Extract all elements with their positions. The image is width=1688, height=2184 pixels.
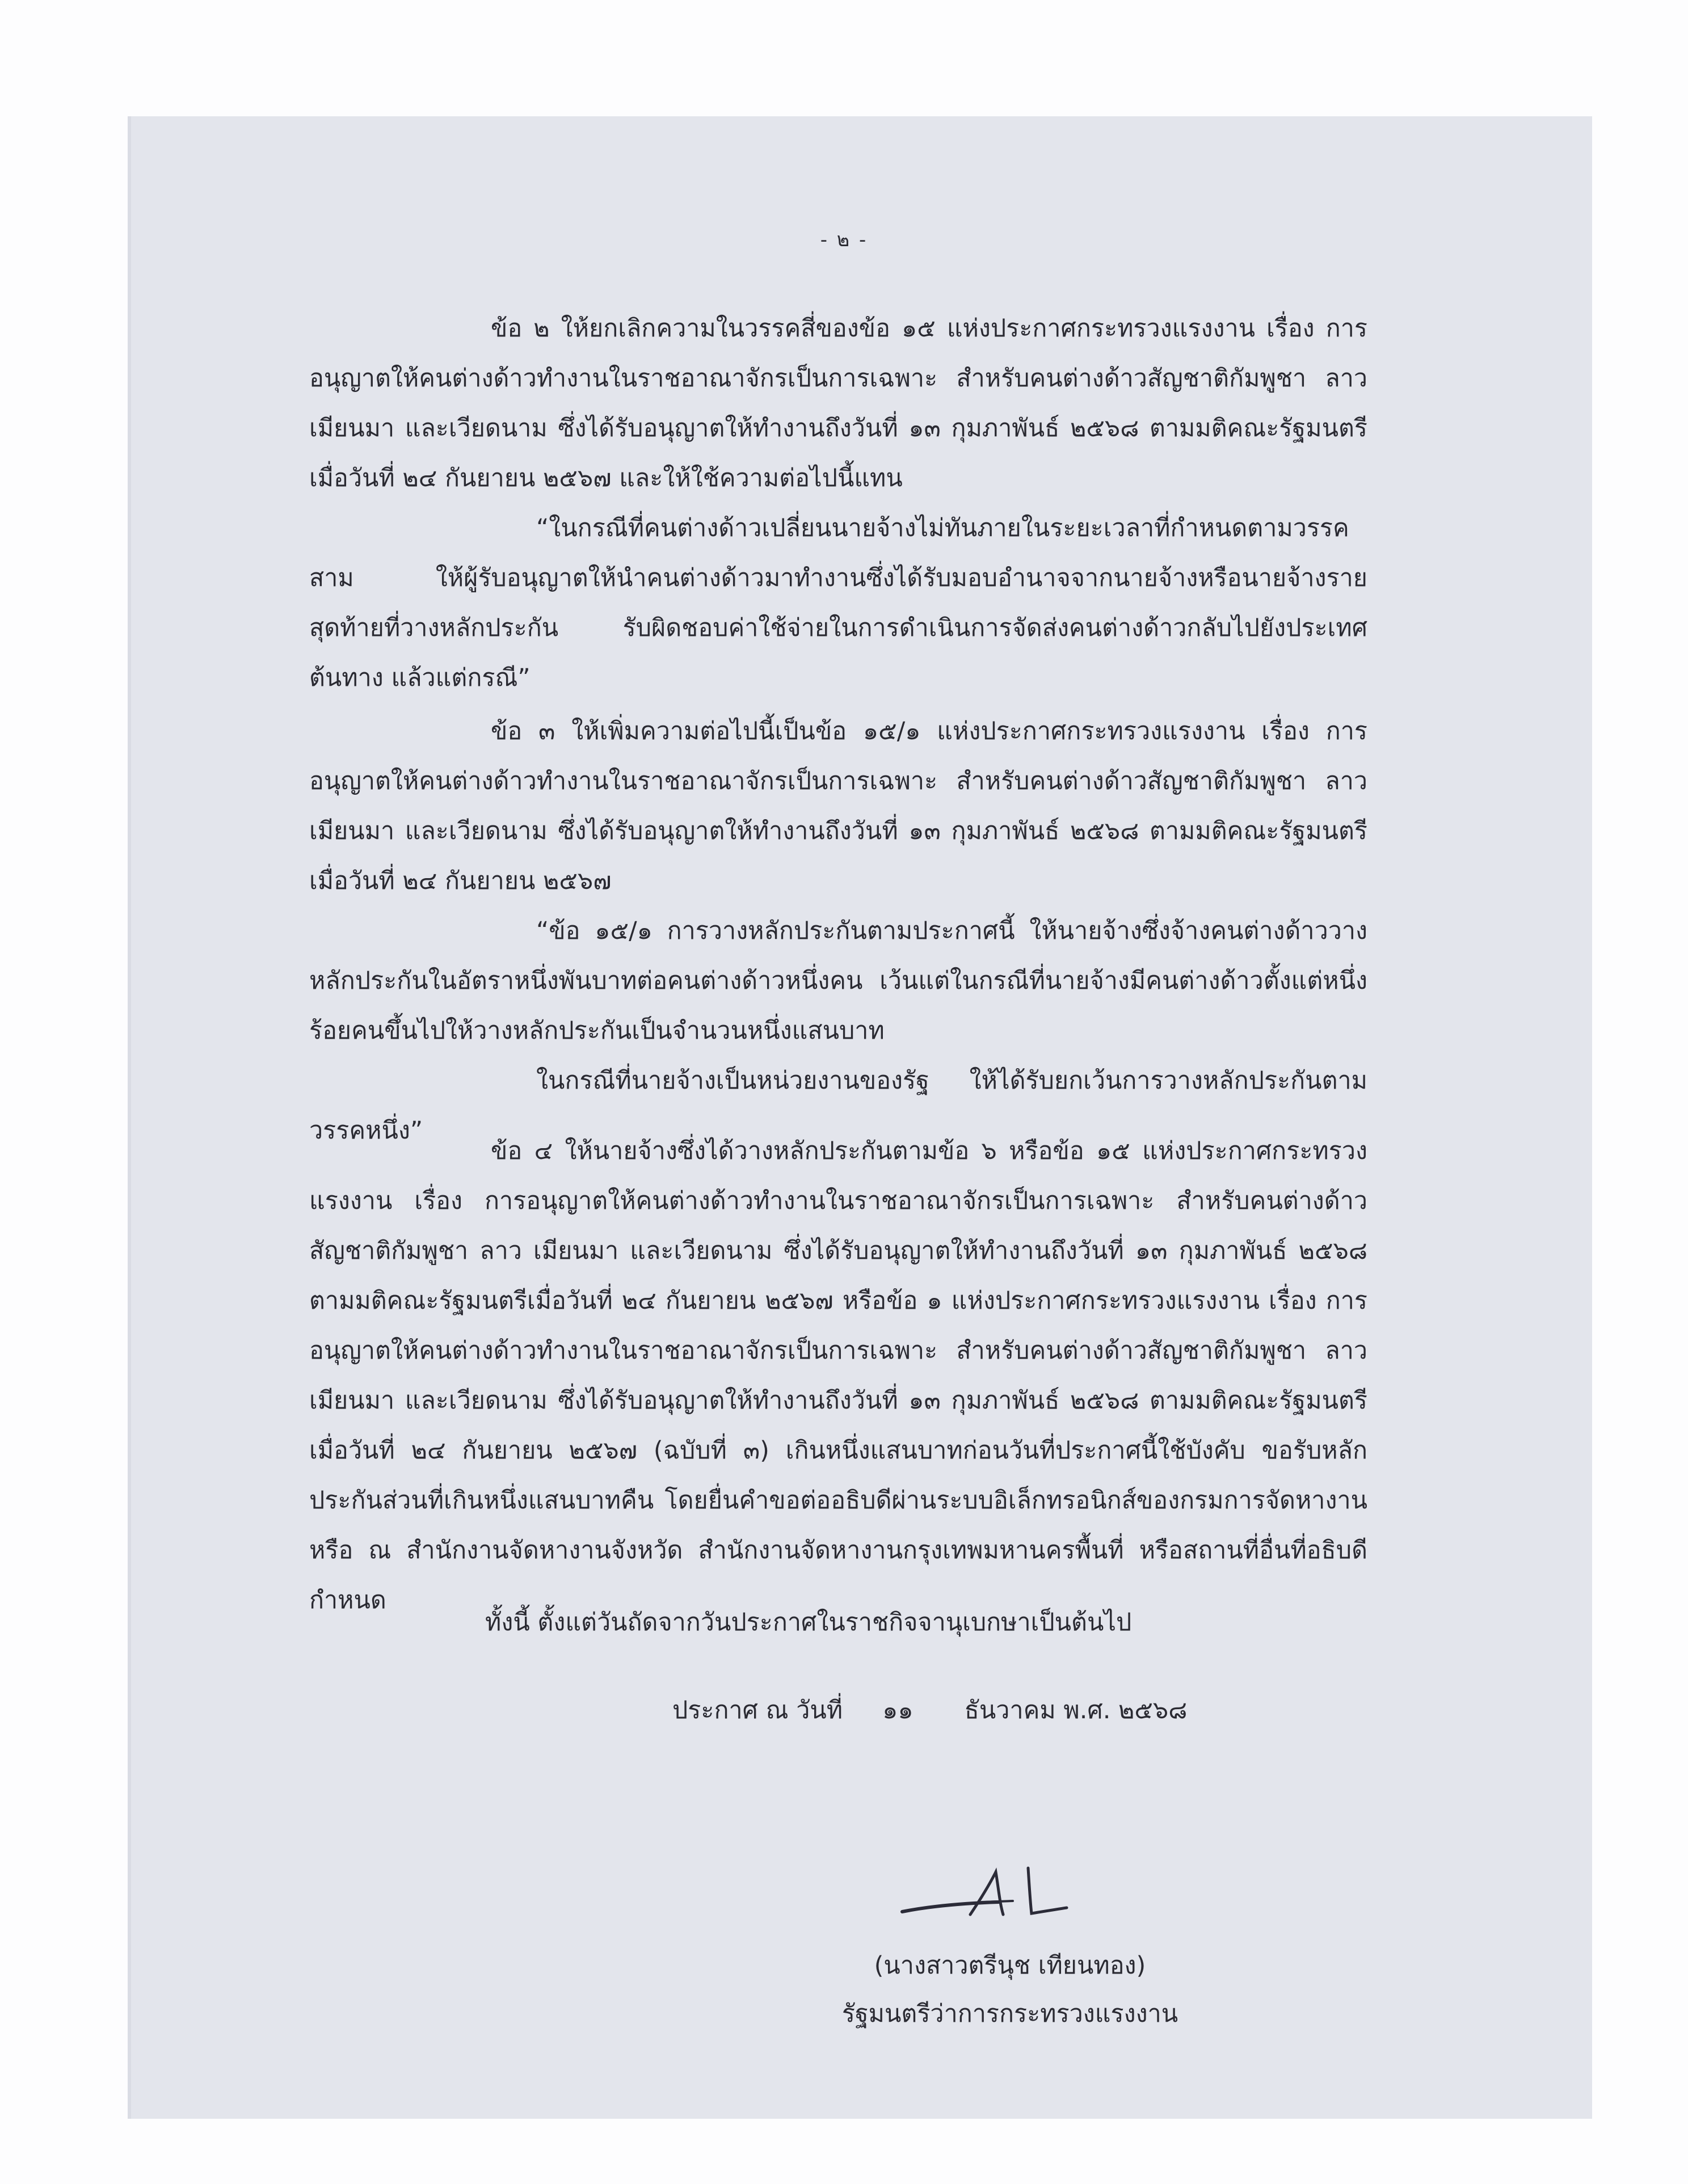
clause-2-main: ข้อ ๒ ให้ยกเลิกความในวรรคสี่ของข้อ ๑๕ แห่งประกาศกระทรวงแรงงาน เรื่อง การอนุญาตให้คนต่างด้าวทำงานในราชอาณาจักรเป็นการเฉพาะ สำหรับคนต่างด้าวสัญชาติกัมพูชา ลาว เมียนมา และเวียดนาม ซึ่งได้รับอนุญาตให้ทำงานถึงวันที่ ๑๓ กุมภาพันธ์ ๒๕๖๘ ตามมติคณะรัฐมนตรีเมื่อวันที่ ๒๔ กันยายน ๒๕๖๗ และให้ใช้ความต่อไปนี้แทน <box>309 314 1367 492</box>
signer-name: (นางสาวตรีนุช เทียนทอง) <box>874 1951 1146 1980</box>
handwritten-signature <box>896 1858 1078 1932</box>
clause-4-main: ข้อ ๔ ให้นายจ้างซึ่งได้วางหลักประกันตามข้อ ๖ หรือข้อ ๑๕ แห่งประกาศกระทรวงแรงงาน เรื่อง การอนุญาตให้คนต่างด้าวทำงานในราชอาณาจักรเป็นการเฉพาะ สำหรับคนต่างด้าวสัญชาติกัมพูชา ลาว เมียนมา และเวียดนาม ซึ่งได้รับอนุญาตให้ทำงานถึงวันที่ ๑๓ กุมภาพันธ์ ๒๕๖๘ ตามมติคณะรัฐมนตรีเมื่อวันที่ ๒๔ กันยายน ๒๕๖๗ หรือข้อ ๑ แห่งประกาศกระทรวงแรงงาน เรื่อง การอนุญาตให้คนต่างด้าวทำงานในราชอาณาจักรเป็นการเฉพาะ สำหรับคนต่างด้าวสัญชาติกัมพูชา ลาว เมียนมา และเวียดนาม ซึ่งได้รับอนุญาตให้ทำงานถึงวันที่ ๑๓ กุมภาพันธ์ ๒๕๖๘ ตามมติคณะรัฐมนตรีเมื่อวันที่ ๒๔ กันยายน ๒๕๖๗ (ฉบับที่ ๓) เกินหนึ่งแสนบาทก่อนวันที่ประกาศนี้ใช้บังคับ ขอรับหลักประกันส่วนที่เกินหนึ่งแสนบาทคืน โดยยื่นคำขอต่ออธิบดีผ่านระบบอิเล็กทรอนิกส์ของกรมการจัดหางาน หรือ ณ สำนักงานจัดหางานจังหวัด สำนักงานจัดหางานกรุงเทพมหานครพื้นที่ หรือสถานที่อื่นที่อธิบดีกำหนด <box>309 1137 1367 1614</box>
clause-3-main: ข้อ ๓ ให้เพิ่มความต่อไปนี้เป็นข้อ ๑๕/๑ แห่งประกาศกระทรวงแรงงาน เรื่อง การอนุญาตให้คนต่างด้าวทำงานในราชอาณาจักรเป็นการเฉพาะ สำหรับคนต่างด้าวสัญชาติกัมพูชา ลาว เมียนมา และเวียดนาม ซึ่งได้รับอนุญาตให้ทำงานถึงวันที่ ๑๓ กุมภาพันธ์ ๒๕๖๘ ตามมติคณะรัฐมนตรีเมื่อวันที่ ๒๔ กันยายน ๒๕๖๗ <box>309 717 1367 895</box>
clause-2 <box>309 303 1367 703</box>
date-month-year: ธันวาคม พ.ศ. ๒๕๖๘ <box>964 1696 1188 1725</box>
clause-3-quote-paragraph-2: ในกรณีที่นายจ้างเป็นหน่วยงานของรัฐ ให้ได้รับยกเว้นการวางหลักประกันตามวรรคหนึ่ง” <box>309 1066 1367 1145</box>
signer-position: รัฐมนตรีว่าการกระทรวงแรงงาน <box>841 2000 1178 2028</box>
date-day: ๑๑ <box>882 1696 914 1725</box>
clause-4 <box>309 1126 1367 1625</box>
clause-3 <box>309 706 1367 1156</box>
clause-2-quote: “ในกรณีที่คนต่างด้าวเปลี่ยนนายจ้างไม่ทันภายในระยะเวลาที่กำหนดตามวรรคสาม ให้ผู้รับอนุญาตให้นำคนต่างด้าวมาทำงานซึ่งได้รับมอบอำนาจจากนายจ้างหรือนายจ้างรายสุดท้ายที่วางหลักประกัน รับผิดชอบค่าใช้จ่ายในการดำเนินการจัดส่งคนต่างด้าวกลับไปยังประเทศต้นทาง แล้วแต่กรณี” <box>309 514 1367 692</box>
page-number: - ๒ - <box>820 229 868 251</box>
announcement-date <box>672 1690 1187 1729</box>
closing-statement: ทั้งนี้ ตั้งแต่วันถัดจากวันประกาศในราชกิจจานุเบกษาเป็นต้นไป <box>485 1608 1132 1637</box>
date-label: ประกาศ ณ วันที่ <box>672 1696 843 1725</box>
clause-3-quote: “ข้อ ๑๕/๑ การวางหลักประกันตามประกาศนี้ ให้นายจ้างซึ่งจ้างคนต่างด้าววางหลักประกันในอัตราหนึ่งพันบาทต่อคนต่างด้าวหนึ่งคน เว้นแต่ในกรณีที่นายจ้างมีคนต่างด้าวตั้งแต่หนึ่งร้อยคนขึ้นไปให้วางหลักประกันเป็นจำนวนหนึ่งแสนบาท <box>309 917 1367 1045</box>
